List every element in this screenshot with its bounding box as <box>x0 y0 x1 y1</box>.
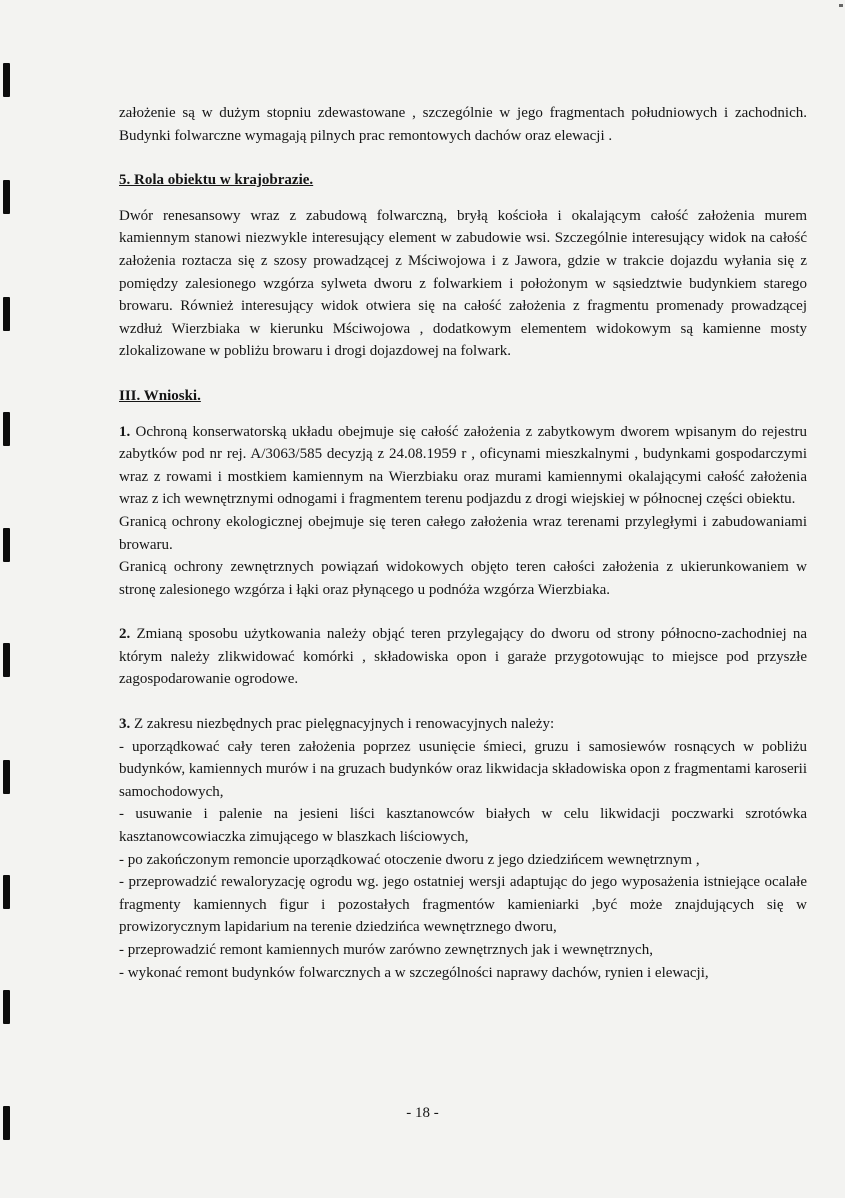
binder-hole-mark <box>3 63 10 97</box>
list-item: - po zakończonym remoncie uporządkować otoczenie dworu z jego dziedzińcem wewnętrznym , <box>119 851 700 868</box>
item-number: 2. <box>119 626 131 643</box>
list-item: - wykonać remont budynków folwarcznych a w szczególności naprawy dachów, rynien i elewacji, <box>119 964 709 981</box>
visual-protection-paragraph: Granicą ochrony zewnętrznych powiązań widokowych objęto teren całości założenia z ukierunkowaniem w stronę zalesionego wzgórza i łąki oraz płynącego u podnóża wzgórza Wierzbiaka. <box>119 559 807 598</box>
binder-hole-mark <box>3 297 10 331</box>
binder-hole-mark <box>3 875 10 909</box>
binder-hole-mark <box>3 412 10 446</box>
list-item: - przeprowadzić remont kamiennych murów zarówno zewnętrznych jak i wewnętrznych, <box>119 942 653 958</box>
binder-hole-mark <box>3 990 10 1024</box>
section-heading-conclusions: III. Wnioski. <box>119 387 201 404</box>
scan-artifact <box>839 4 843 7</box>
intro-paragraph: założenie są w dużym stopniu zdewastowane , szczególnie w jego fragmentach południowych i zachodnich. Budynki folwarczne wymagają pilnych prac remontowych dachów oraz elewacji . <box>119 105 807 144</box>
conclusion-item-3 <box>119 713 807 736</box>
item-text: Zmianą sposobu użytkowania należy objąć teren przylegający do dworu od strony północno-zachodniej na którym należy zlikwidować komórki , składowiska opon i garaże przygotowując to miejsce pod przyszłe zagospodarowanie ogrodowe. <box>119 626 808 688</box>
list-item: - przeprowadzić rewaloryzację ogrodu wg. jego ostatniej wersji adaptując do jego wyposażenia istniejące ocalałe fragmenty kamiennych figur i pozostałych fragmentów kamieniarki ,być może znajdujących się w prowizorycznym lapidarium na terenie dziedzińca wewnętrznego dworu, <box>119 874 807 936</box>
item-number: 1. <box>119 423 131 440</box>
binder-hole-mark <box>3 180 10 214</box>
binder-hole-mark <box>3 528 10 562</box>
item-number: 3. <box>119 716 131 733</box>
item-text: Z zakresu niezbędnych prac pielęgnacyjnych i renowacyjnych należy: <box>134 716 555 733</box>
page-number: - 18 - <box>406 1105 439 1121</box>
binder-hole-mark <box>3 643 10 677</box>
binder-hole-mark <box>3 760 10 794</box>
item-text: Ochroną konserwatorską układu obejmuje się całość założenia z zabytkowym dworem wpisanym do rejestru zabytków pod nr rej. A/3063/585 decyzją z 24.08.1959 r , oficynami mieszkalnymi , budynkami gospodarczymi wraz z rowami i mostkiem kamiennym na Wierzbiaku oraz murami kamiennymi okalającymi całość założenia wraz z ich wewnętrznymi odnogami i fragmentem terenu podjazdu z drogi wiejskiej w północnej części obiektu. <box>119 423 807 508</box>
document-body <box>119 102 807 984</box>
conclusion-item-1 <box>119 421 807 511</box>
section-5-paragraph: Dwór renesansowy wraz z zabudową folwarczną, bryłą kościoła i okalającym całość założenia murem kamiennym stanowi niezwykle interesujący element w zabudowie wsi. Szczególnie interesujący widok na całość założenia roztacza się z szosy prowadzącej z Mściwojowa i z Jawora, gdzie w trakcie dojazdu wyłania się z pomiędzy zalesionego wzgórza sylweta dworu z folwarkiem i położonym w sąsiedztwie budynkiem starego browaru. Również interesujący widok otwiera się na całość założenia z fragmentu promenady prowadzącej wzdłuż Wierzbiaka w kierunku Mściwojowa , dodatkowym elementem widokowym są kamienne mosty zlokalizowane w pobliżu browaru i drogi dojazdowej na folwark. <box>119 207 807 360</box>
list-item: - uporządkować cały teren założenia poprzez usunięcie śmieci, gruzu i samosiewów rosnących w pobliżu budynków, kamiennych murów i na gruzach budynków oraz likwidacja składowiska opon z fragmentami karoserii samochodowych, <box>119 738 808 800</box>
list-item: - usuwanie i palenie na jesieni liści kasztanowców białych w celu likwidacji poczwarki szrotówka kasztanowcowiaczka zimującego w blaszkach liściowych, <box>119 806 807 846</box>
section-heading-5: 5. Rola obiektu w krajobrazie. <box>119 172 314 189</box>
ecological-protection-paragraph: Granicą ochrony ekologicznej obejmuje się teren całego założenia wraz terenami przyległymi i zabudowaniami browaru. <box>119 513 807 553</box>
conclusion-item-2 <box>119 623 807 691</box>
